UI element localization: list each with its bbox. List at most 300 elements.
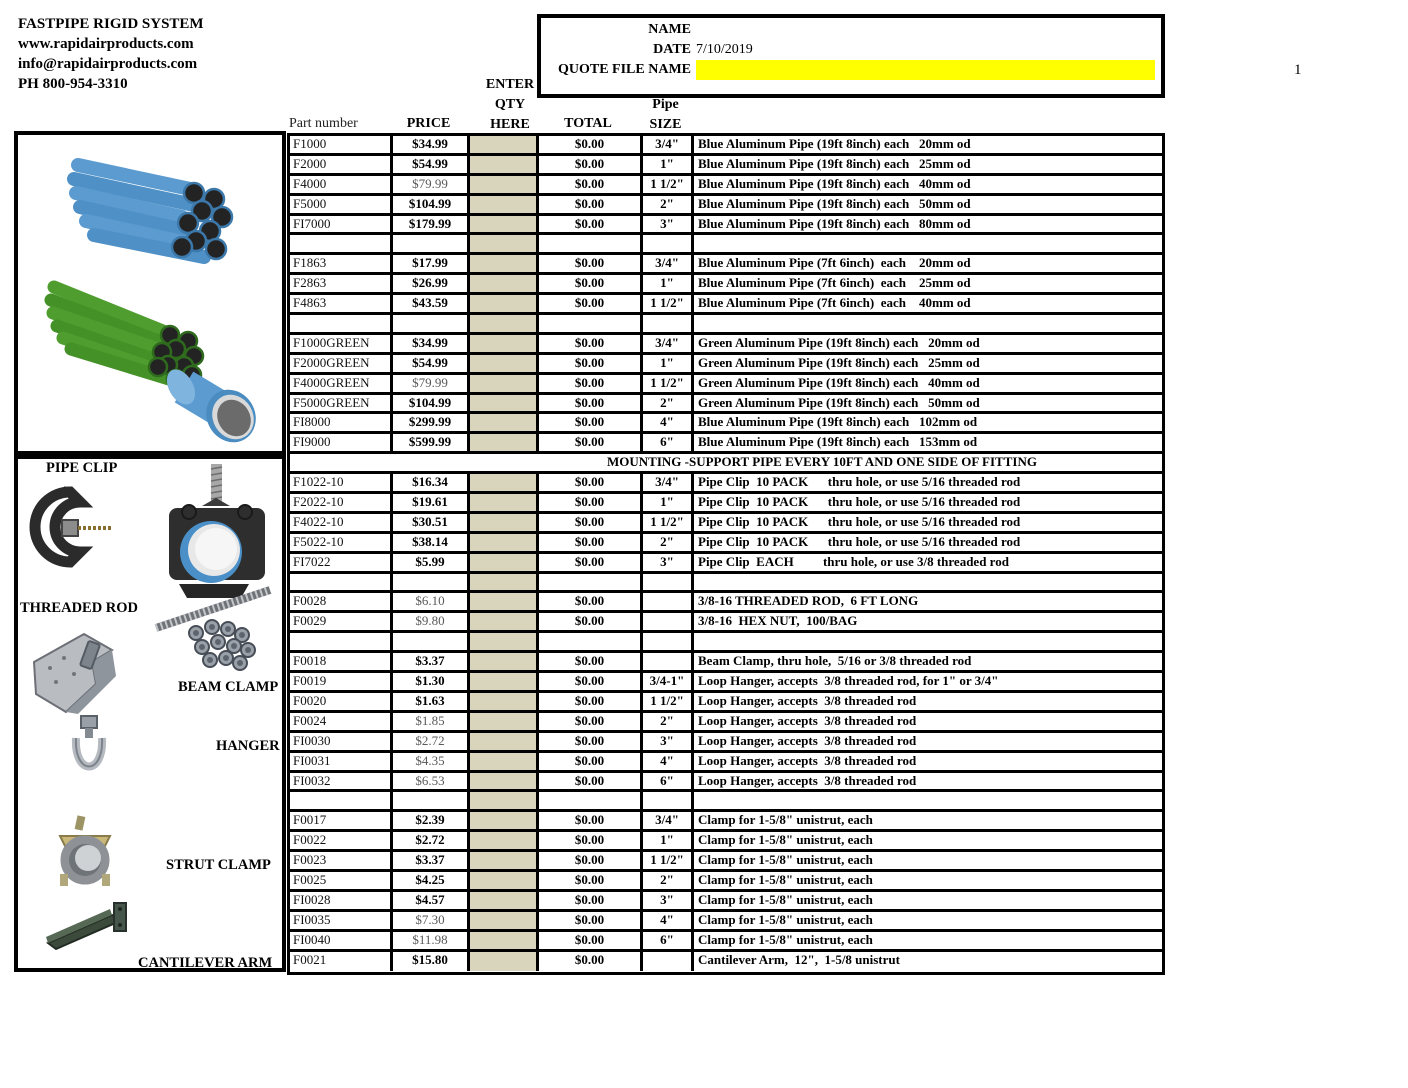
part-number-cell: FI7000 <box>290 216 393 233</box>
table-row <box>290 812 1162 832</box>
part-number-cell: FI9000 <box>290 434 393 451</box>
total-cell: $0.00 <box>539 196 643 213</box>
beam-clamp-image <box>26 624 126 721</box>
table-row <box>290 255 1162 275</box>
total-cell: $0.00 <box>539 554 643 571</box>
size-cell <box>643 574 694 591</box>
size-cell <box>643 593 694 610</box>
table-row <box>290 952 1162 972</box>
qty-input-cell[interactable] <box>470 136 539 153</box>
mounting-hardware-panel <box>14 455 286 972</box>
description-cell: Clamp for 1-5/8" unistrut, each <box>698 911 873 927</box>
description-cell: Pipe Clip 10 PACK thru hole, or use 5/16 threaded rod <box>698 494 1021 510</box>
size-cell: 2" <box>643 534 694 551</box>
price-cell: $43.59 <box>393 295 470 312</box>
table-row <box>290 196 1162 216</box>
total-cell: $0.00 <box>539 713 643 730</box>
total-cell: $0.00 <box>539 295 643 312</box>
description-cell: Blue Aluminum Pipe (19ft 8inch) each 40mm od <box>698 175 971 191</box>
qty-input-cell <box>470 574 539 591</box>
qty-input-cell[interactable] <box>470 673 539 690</box>
description-cell: Clamp for 1-5/8" unistrut, each <box>698 891 873 907</box>
description-cell: Pipe Clip 10 PACK thru hole, or use 5/16 threaded rod <box>698 533 1021 549</box>
price-cell: $7.30 <box>393 912 470 929</box>
total-cell <box>539 633 643 650</box>
total-cell: $0.00 <box>539 176 643 193</box>
total-cell: $0.00 <box>539 753 643 770</box>
qty-input-cell[interactable] <box>470 912 539 929</box>
table-row <box>290 733 1162 753</box>
name-input[interactable] <box>696 20 1161 40</box>
part-number-cell: F0022 <box>290 832 393 849</box>
description-cell: Blue Aluminum Pipe (7ft 6inch) each 25mm od <box>698 275 971 291</box>
column-header-pipe-size <box>640 95 691 135</box>
company-phone: PH 800-954-3310 <box>18 76 128 92</box>
qty-input-cell[interactable] <box>470 255 539 272</box>
size-cell: 2" <box>643 872 694 889</box>
hex-nuts-image <box>182 617 258 678</box>
description-cell: Blue Aluminum Pipe (19ft 8inch) each 102mm od <box>698 414 978 430</box>
price-cell: $16.34 <box>393 474 470 491</box>
part-number-cell <box>290 315 393 332</box>
size-cell: 2" <box>643 196 694 213</box>
description-cell: Pipe Clip 10 PACK thru hole, or use 5/16 threaded rod <box>698 513 1021 529</box>
part-number-cell <box>290 574 393 591</box>
description-cell: Blue Aluminum Pipe (19ft 8inch) each 80mm od <box>698 215 971 231</box>
table-row <box>290 355 1162 375</box>
qty-input-cell[interactable] <box>470 176 539 193</box>
total-cell: $0.00 <box>539 613 643 630</box>
qty-input-cell[interactable] <box>470 514 539 531</box>
total-cell <box>539 574 643 591</box>
qty-input-cell[interactable] <box>470 355 539 372</box>
table-row <box>290 295 1162 315</box>
total-cell: $0.00 <box>539 514 643 531</box>
description-cell: Loop Hanger, accepts 3/8 threaded rod <box>698 732 917 748</box>
size-cell: 4" <box>643 414 694 431</box>
description-cell: Loop Hanger, accepts 3/8 threaded rod <box>698 712 917 728</box>
total-cell: $0.00 <box>539 952 643 972</box>
part-number-cell: F1000GREEN <box>290 335 393 352</box>
qty-input-cell[interactable] <box>470 593 539 610</box>
company-name: FASTPIPE RIGID SYSTEM <box>18 16 204 32</box>
price-cell: $15.80 <box>393 952 470 972</box>
quote-file-name-label: QUOTE FILE NAME <box>557 62 691 77</box>
table-row <box>290 534 1162 554</box>
size-cell: 1" <box>643 832 694 849</box>
price-cell <box>393 315 470 332</box>
qty-input-cell[interactable] <box>470 753 539 770</box>
price-cell: $9.80 <box>393 613 470 630</box>
table-row <box>290 375 1162 395</box>
qty-input-cell[interactable] <box>470 275 539 292</box>
blank-row <box>290 574 1162 594</box>
description-cell: Green Aluminum Pipe (19ft 8inch) each 40mm od <box>698 374 980 390</box>
table-row <box>290 852 1162 872</box>
description-cell: Loop Hanger, accepts 3/8 threaded rod <box>698 692 917 708</box>
qty-input-cell[interactable] <box>470 216 539 233</box>
part-number-cell: F5022-10 <box>290 534 393 551</box>
qty-input-cell[interactable] <box>470 613 539 630</box>
description-cell: Loop Hanger, accepts 3/8 threaded rod <box>698 752 917 768</box>
size-cell: 2" <box>643 395 694 412</box>
quote-header-box <box>537 14 1165 98</box>
part-number-cell: F0017 <box>290 812 393 829</box>
part-number-cell: FI0040 <box>290 932 393 949</box>
blank-row <box>290 315 1162 335</box>
size-cell: 1" <box>643 494 694 511</box>
company-website: www.rapidairproducts.com <box>18 36 194 52</box>
description-cell: Blue Aluminum Pipe (19ft 8inch) each 20mm od <box>698 136 971 151</box>
part-number-cell: F1022-10 <box>290 474 393 491</box>
size-cell: 3/4" <box>643 335 694 352</box>
total-cell: $0.00 <box>539 375 643 392</box>
part-number-cell: FI0035 <box>290 912 393 929</box>
size-cell: 1 1/2" <box>643 176 694 193</box>
price-cell: $1.63 <box>393 693 470 710</box>
size-cell: 2" <box>643 713 694 730</box>
price-cell: $6.10 <box>393 593 470 610</box>
qty-input-cell[interactable] <box>470 872 539 889</box>
part-number-cell: F2000GREEN <box>290 355 393 372</box>
part-number-cell: F1000 <box>290 136 393 153</box>
pipe-clip-label: PIPE CLIP <box>46 460 118 476</box>
description-cell: Pipe Clip 10 PACK thru hole, or use 5/16 threaded rod <box>698 474 1021 490</box>
qty-input-cell <box>470 792 539 809</box>
size-cell: 3" <box>643 216 694 233</box>
table-row <box>290 613 1162 633</box>
price-cell <box>393 235 470 252</box>
table-row <box>290 713 1162 733</box>
qty-input-cell[interactable] <box>470 932 539 949</box>
total-cell <box>539 235 643 252</box>
qty-input-cell <box>470 633 539 650</box>
total-cell: $0.00 <box>539 912 643 929</box>
description-cell: 3/8-16 THREADED ROD, 6 FT LONG <box>698 593 919 609</box>
part-number-cell: F0020 <box>290 693 393 710</box>
price-cell: $54.99 <box>393 156 470 173</box>
qty-input-cell[interactable] <box>470 335 539 352</box>
part-number-cell: F1863 <box>290 255 393 272</box>
qty-input-cell[interactable] <box>470 812 539 829</box>
price-cell: $54.99 <box>393 355 470 372</box>
description-cell: Blue Aluminum Pipe (19ft 8inch) each 25mm od <box>698 155 971 171</box>
table-row <box>290 176 1162 196</box>
qty-input-cell <box>470 235 539 252</box>
size-cell <box>643 315 694 332</box>
blank-row <box>290 792 1162 812</box>
table-row <box>290 832 1162 852</box>
qty-header-line2: QTY <box>494 97 526 112</box>
part-number-cell: F0024 <box>290 713 393 730</box>
table-row <box>290 474 1162 494</box>
qty-input-cell[interactable] <box>470 534 539 551</box>
description-cell: Beam Clamp, thru hole, 5/16 or 3/8 threaded rod <box>698 653 972 669</box>
size-cell: 3/4-1" <box>643 673 694 690</box>
size-cell: 1 1/2" <box>643 295 694 312</box>
description-cell: Green Aluminum Pipe (19ft 8inch) each 20mm od <box>698 334 980 350</box>
description-cell <box>694 792 1162 809</box>
total-cell: $0.00 <box>539 832 643 849</box>
size-cell <box>643 952 694 972</box>
price-cell <box>393 633 470 650</box>
date-row <box>541 40 1161 60</box>
table-row <box>290 872 1162 892</box>
table-row <box>290 593 1162 613</box>
company-info <box>18 14 204 94</box>
total-cell: $0.00 <box>539 773 643 790</box>
table-row <box>290 653 1162 673</box>
qty-input-cell[interactable] <box>470 494 539 511</box>
size-cell <box>643 235 694 252</box>
price-cell: $38.14 <box>393 534 470 551</box>
part-number-cell: F4863 <box>290 295 393 312</box>
table-row <box>290 335 1162 355</box>
total-cell: $0.00 <box>539 216 643 233</box>
price-cell <box>393 574 470 591</box>
description-cell <box>694 235 1162 252</box>
description-cell: Clamp for 1-5/8" unistrut, each <box>698 871 873 887</box>
size-cell: 1 1/2" <box>643 514 694 531</box>
price-cell: $4.25 <box>393 872 470 889</box>
size-cell: 4" <box>643 753 694 770</box>
price-cell: $599.99 <box>393 434 470 451</box>
part-number-cell: FI0031 <box>290 753 393 770</box>
loop-hanger-image <box>64 714 114 803</box>
qty-input-cell[interactable] <box>470 852 539 869</box>
total-cell: $0.00 <box>539 156 643 173</box>
description-cell: Clamp for 1-5/8" unistrut, each <box>698 812 873 828</box>
table-row <box>290 275 1162 295</box>
column-header-part-number: Part number <box>289 116 358 131</box>
price-cell: $299.99 <box>393 414 470 431</box>
quote-file-name-input[interactable] <box>696 60 1155 80</box>
price-cell: $2.39 <box>393 812 470 829</box>
qty-input-cell[interactable] <box>470 414 539 431</box>
price-cell: $79.99 <box>393 176 470 193</box>
total-cell: $0.00 <box>539 414 643 431</box>
table-row <box>290 216 1162 236</box>
price-cell: $1.85 <box>393 713 470 730</box>
price-cell: $6.53 <box>393 773 470 790</box>
total-cell: $0.00 <box>539 355 643 372</box>
part-number-cell: F5000GREEN <box>290 395 393 412</box>
qty-input-cell[interactable] <box>470 156 539 173</box>
price-table-body <box>287 133 1165 975</box>
description-cell: Loop Hanger, accepts 3/8 threaded rod, for 1" or 3/4" <box>698 673 999 689</box>
total-cell: $0.00 <box>539 395 643 412</box>
part-number-cell: F0025 <box>290 872 393 889</box>
qty-input-cell[interactable] <box>470 733 539 750</box>
total-cell: $0.00 <box>539 255 643 272</box>
total-cell: $0.00 <box>539 693 643 710</box>
total-cell <box>539 315 643 332</box>
part-number-cell: F0019 <box>290 673 393 690</box>
price-cell: $26.99 <box>393 275 470 292</box>
cantilever-arm-image <box>44 899 134 960</box>
total-cell: $0.00 <box>539 892 643 909</box>
part-number-cell: F0028 <box>290 593 393 610</box>
part-number-cell: F4000GREEN <box>290 375 393 392</box>
table-row <box>290 932 1162 952</box>
qty-header-line1: ENTER <box>485 77 535 92</box>
blank-row <box>290 235 1162 255</box>
blue-pipe-end-image <box>161 365 265 451</box>
pipe-images <box>18 135 282 456</box>
pipe-clip-side-image <box>24 482 114 579</box>
part-number-cell: FI0030 <box>290 733 393 750</box>
size-cell: 3" <box>643 733 694 750</box>
size-cell: 3/4" <box>643 255 694 272</box>
part-number-cell: F0029 <box>290 613 393 630</box>
size-cell: 3/4" <box>643 136 694 153</box>
total-cell: $0.00 <box>539 275 643 292</box>
part-number-cell: F4022-10 <box>290 514 393 531</box>
description-cell: Clamp for 1-5/8" unistrut, each <box>698 931 873 947</box>
price-cell: $4.35 <box>393 753 470 770</box>
size-cell <box>643 613 694 630</box>
page-number: 1 <box>1294 62 1302 78</box>
part-number-cell: F5000 <box>290 196 393 213</box>
column-header-total: TOTAL <box>564 116 612 131</box>
qty-input-cell[interactable] <box>470 653 539 670</box>
part-number-cell: FI7022 <box>290 554 393 571</box>
part-number-cell: F2000 <box>290 156 393 173</box>
price-cell: $30.51 <box>393 514 470 531</box>
part-number-cell: FI0028 <box>290 892 393 909</box>
qty-input-cell[interactable] <box>470 295 539 312</box>
qty-input-cell[interactable] <box>470 952 539 972</box>
qty-input-cell[interactable] <box>470 892 539 909</box>
table-row <box>290 156 1162 176</box>
description-cell: Pipe Clip EACH thru hole, or use 3/8 threaded rod <box>698 553 1009 569</box>
total-cell: $0.00 <box>539 335 643 352</box>
price-cell: $5.99 <box>393 554 470 571</box>
size-cell: 4" <box>643 912 694 929</box>
price-cell: $11.98 <box>393 932 470 949</box>
total-cell: $0.00 <box>539 673 643 690</box>
table-row <box>290 554 1162 574</box>
qty-input-cell[interactable] <box>470 196 539 213</box>
part-number-cell <box>290 235 393 252</box>
size-cell: 3" <box>643 892 694 909</box>
pipe-products-panel <box>14 131 286 455</box>
blue-pipe-bundle-image <box>74 165 232 259</box>
size-header-line1: Pipe <box>652 97 679 112</box>
name-label: NAME <box>648 22 691 37</box>
part-number-cell: F4000 <box>290 176 393 193</box>
column-header-price: PRICE <box>406 116 451 131</box>
section-header-row <box>290 454 1162 474</box>
part-number-cell: FI0032 <box>290 773 393 790</box>
name-row <box>541 20 1161 40</box>
price-cell: $3.37 <box>393 852 470 869</box>
part-number-cell <box>290 633 393 650</box>
qty-input-cell[interactable] <box>470 693 539 710</box>
part-number-cell: F0021 <box>290 952 393 972</box>
description-cell: Clamp for 1-5/8" unistrut, each <box>698 832 873 848</box>
size-cell: 1 1/2" <box>643 375 694 392</box>
qty-input-cell[interactable] <box>470 773 539 790</box>
description-cell <box>694 633 1162 650</box>
size-cell <box>643 633 694 650</box>
description-cell: Blue Aluminum Pipe (7ft 6inch) each 20mm od <box>698 255 971 271</box>
price-cell: $79.99 <box>393 375 470 392</box>
part-number-cell: F2863 <box>290 275 393 292</box>
table-row <box>290 395 1162 415</box>
total-cell: $0.00 <box>539 653 643 670</box>
blank-row <box>290 633 1162 653</box>
qty-input-cell[interactable] <box>470 474 539 491</box>
price-cell: $19.61 <box>393 494 470 511</box>
table-row <box>290 136 1162 156</box>
part-number-cell: FI8000 <box>290 414 393 431</box>
description-cell: Blue Aluminum Pipe (19ft 8inch) each 153mm od <box>698 434 978 450</box>
total-cell: $0.00 <box>539 494 643 511</box>
qty-input-cell[interactable] <box>470 832 539 849</box>
hanger-label: HANGER <box>216 738 280 754</box>
description-cell: Green Aluminum Pipe (19ft 8inch) each 25mm od <box>698 354 980 370</box>
price-cell: $104.99 <box>393 196 470 213</box>
table-row <box>290 434 1162 454</box>
description-cell: 3/8-16 HEX NUT, 100/BAG <box>698 613 858 629</box>
qty-input-cell[interactable] <box>470 713 539 730</box>
description-cell <box>694 574 1162 591</box>
total-cell: $0.00 <box>539 932 643 949</box>
table-row <box>290 414 1162 434</box>
size-cell: 1" <box>643 156 694 173</box>
price-cell: $34.99 <box>393 136 470 153</box>
qty-input-cell[interactable] <box>470 554 539 571</box>
size-cell: 1 1/2" <box>643 693 694 710</box>
size-cell: 6" <box>643 434 694 451</box>
strut-clamp-image <box>52 814 118 893</box>
total-cell: $0.00 <box>539 534 643 551</box>
description-cell: Blue Aluminum Pipe (19ft 8inch) each 50mm od <box>698 195 971 211</box>
description-cell <box>694 315 1162 332</box>
qty-input-cell[interactable] <box>470 395 539 412</box>
price-cell: $104.99 <box>393 395 470 412</box>
quote-file-row <box>541 60 1161 80</box>
section-header-text: MOUNTING -SUPPORT PIPE EVERY 10FT AND ONE SIDE OF FITTING <box>607 454 1037 470</box>
beam-clamp-label: BEAM CLAMP <box>178 679 279 695</box>
description-cell: Blue Aluminum Pipe (7ft 6inch) each 40mm od <box>698 295 971 311</box>
strut-clamp-label: STRUT CLAMP <box>166 857 271 873</box>
date-label: DATE <box>653 42 691 57</box>
qty-input-cell[interactable] <box>470 434 539 451</box>
qty-input-cell[interactable] <box>470 375 539 392</box>
date-value[interactable]: 7/10/2019 <box>696 42 753 57</box>
description-cell: Green Aluminum Pipe (19ft 8inch) each 50mm od <box>698 394 980 410</box>
part-number-cell <box>290 792 393 809</box>
price-cell: $1.30 <box>393 673 470 690</box>
price-cell: $34.99 <box>393 335 470 352</box>
table-row <box>290 494 1162 514</box>
size-header-line2: SIZE <box>649 117 682 132</box>
price-cell: $2.72 <box>393 733 470 750</box>
total-cell: $0.00 <box>539 812 643 829</box>
size-cell: 1" <box>643 275 694 292</box>
total-cell: $0.00 <box>539 593 643 610</box>
total-cell: $0.00 <box>539 136 643 153</box>
price-cell: $4.57 <box>393 892 470 909</box>
price-cell: $2.72 <box>393 832 470 849</box>
total-cell: $0.00 <box>539 872 643 889</box>
size-cell: 1 1/2" <box>643 852 694 869</box>
size-cell: 3/4" <box>643 474 694 491</box>
size-cell: 3/4" <box>643 812 694 829</box>
price-cell: $17.99 <box>393 255 470 272</box>
